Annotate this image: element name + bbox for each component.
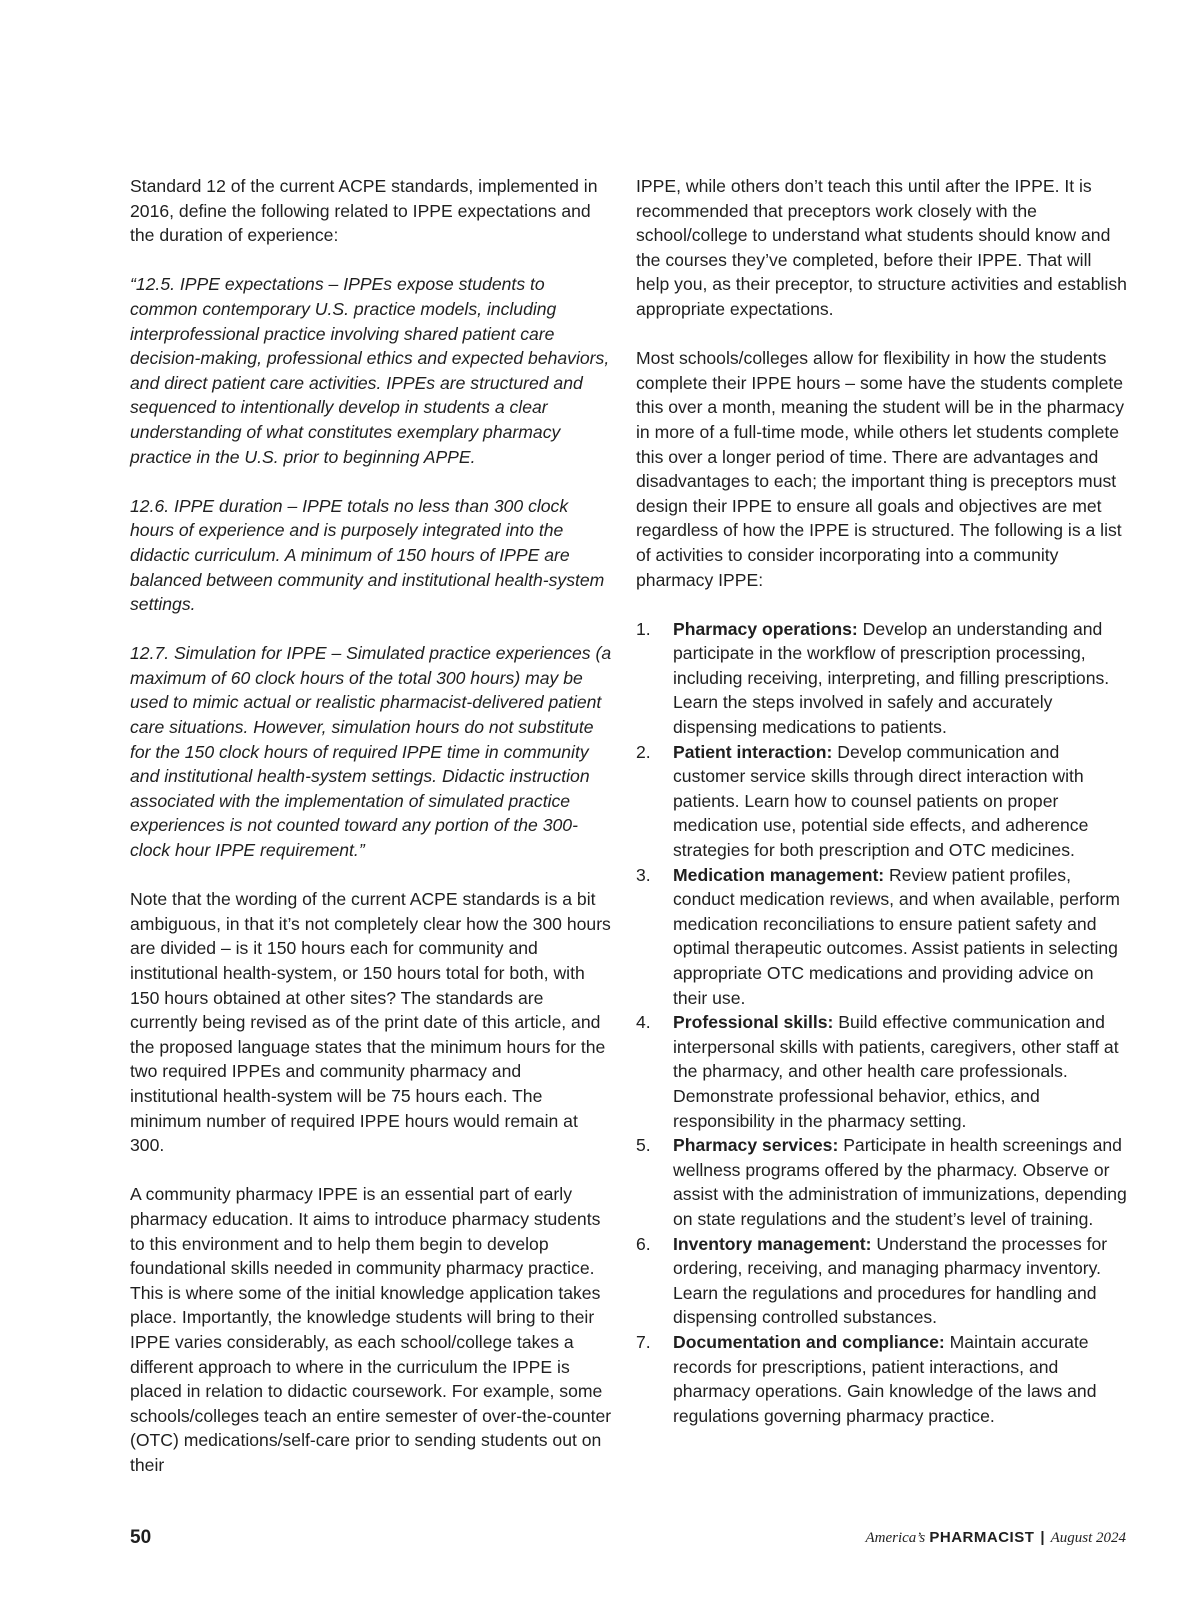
list-item-number: 1. [636,618,651,639]
list-item [636,1330,1128,1428]
quote-12-6: 12.6. IPPE duration – IPPE totals no less than 300 clock hours of experience and is purposely integrated into the didactic curriculum. A minimum of 150 hours of IPPE are balanced between community and institutional health-system settings. [130,495,605,615]
list-item-text: Review patient profiles, conduct medication reviews, and when available, perform medication reconciliations to ensure patient safety and optimal therapeutic outcomes. Assist patients in selecting appropriate OTC medications and providing advice on their use. [673,864,1120,1008]
quote-12-5: “12.5. IPPE expectations – IPPEs expose students to common contemporary U.S. practice models, including interprofessional practice involving shared patient care decision-making, professional ethics and expected behaviors, and direct patient care activities. IPPEs are structured and sequenced to intentionally develop in students a clear understanding of what constitutes exemplary pharmacy practice in the U.S. prior to beginning APPE. [130,274,610,467]
list-item-text: Maintain accurate records for prescriptions, patient interactions, and pharmacy operations. Gain knowledge of the laws and regulations governing pharmacy practice. [673,1331,1097,1426]
note-paragraph: Note that the wording of the current ACPE standards is a bit ambiguous, in that it’s not completely clear how the 300 hours are divided – is it 150 hours each for community and institutional health-system, or 150 hours total for both, with 150 hours obtained at other sites? The standards are currently being revised as of the print date of this article, and the proposed language states that the minimum hours for the two required IPPEs and community pharmacy and institutional health-system will be 75 hours each. The minimum number of required IPPE hours would remain at 300. [130,889,611,1156]
list-item-number: 7. [636,1331,651,1352]
page-number: 50 [130,1527,152,1548]
list-item-number: 6. [636,1233,651,1254]
magazine-footer [865,1529,1126,1547]
list-item-number: 3. [636,864,651,885]
list-item-number: 2. [636,741,651,762]
list-item [636,1010,1128,1133]
list-item-title: Professional skills: [673,1012,834,1033]
list-item-text: Participate in health screenings and wellness programs offered by the pharmacy. Observe or assist with the administration of immunizations, depending on state regulations and the student’s level of training. [673,1135,1127,1229]
list-item-title: Pharmacy services: [673,1135,839,1156]
community-paragraph: A community pharmacy IPPE is an essential part of early pharmacy education. It aims to introduce pharmacy students to this environment and to help them begin to develop foundational skills needed in community pharmacy practice. This is where some of the initial knowledge application takes place. Importantly, the knowledge students will bring to their IPPE varies considerably, as each school/college takes a different approach to where in the curriculum the IPPE is placed in relation to didactic coursework. For example, some schools/colleges teach an entire semester of over-the-counter (OTC) medications/self-care prior to sending students out on their [130,1184,612,1475]
list-item-title: Medication management: [673,864,885,885]
intro-paragraph: Standard 12 of the current ACPE standards, implemented in 2016, define the following related to IPPE expectations and the duration of experience: [130,176,598,246]
footer-separator: | [1040,1529,1045,1546]
list-item-text: Develop communication and customer service skills through direct interaction with patients. Learn how to counsel patients on proper medication use, potential side effects, and adherence strategies for both prescription and OTC medicines. [673,741,1089,861]
list-item-title: Pharmacy operations: [673,618,858,639]
list-item [636,863,1128,1011]
list-item-text: Develop an understanding and participate in the workflow of prescription processing, including receiving, interpreting, and filling prescriptions. Learn the steps involved in safely and accurately dispensing medications to patients. [673,618,1110,738]
magazine-prefix: America’s [865,1530,926,1546]
issue-date: August 2024 [1050,1530,1126,1546]
list-item-title: Patient interaction: [673,741,833,762]
continuation-paragraph: IPPE, while others don’t teach this until after the IPPE. It is recommended that preceptors work closely with the school/college to understand what students should know and the courses they’ve completed, before their IPPE. That will help you, as their preceptor, to structure activities and establish appropriate expectations. [636,176,1127,319]
right-column [636,174,1128,1428]
list-item [636,740,1128,863]
list-item-number: 5. [636,1135,651,1156]
left-column [130,174,612,1502]
magazine-name: PHARMACIST [929,1529,1035,1546]
list-item [636,617,1128,740]
activities-list [636,617,1128,1429]
flexibility-paragraph: Most schools/colleges allow for flexibility in how the students complete their IPPE hours – some have the students complete this over a month, meaning the student will be in the pharmacy in more of a full-time mode, while others let students complete this over a longer period of time. There are advantages and disadvantages to each; the important thing is preceptors must design their IPPE to ensure all goals and objectives are met regardless of how the IPPE is structured. The following is a list of activities to consider incorporating into a community pharmacy IPPE: [636,348,1125,590]
list-item-title: Inventory management: [673,1233,872,1254]
list-item-text: Understand the processes for ordering, receiving, and managing pharmacy inventory. Learn the regulations and procedures for handling and dispensing controlled substances. [673,1233,1108,1328]
list-item [636,1232,1128,1330]
list-item-number: 4. [636,1012,651,1033]
list-item-title: Documentation and compliance: [673,1331,945,1352]
list-item-text: Build effective communication and interpersonal skills with patients, caregivers, other staff at the pharmacy, and other health care professionals. Demonstrate professional behavior, ethics, and responsibility in the pharmacy setting. [673,1012,1119,1131]
quote-12-7: 12.7. Simulation for IPPE – Simulated practice experiences (a maximum of 60 clock hours of the total 300 hours) may be used to mimic actual or realistic pharmacist-delivered patient care situations. However, simulation hours do not substitute for the 150 clock hours of required IPPE time in community and institutional health-system settings. Didactic instruction associated with the implementation of simulated practice experiences is not counted toward any portion of the 300-clock hour IPPE requirement.” [130,643,612,861]
list-item [636,1133,1128,1231]
